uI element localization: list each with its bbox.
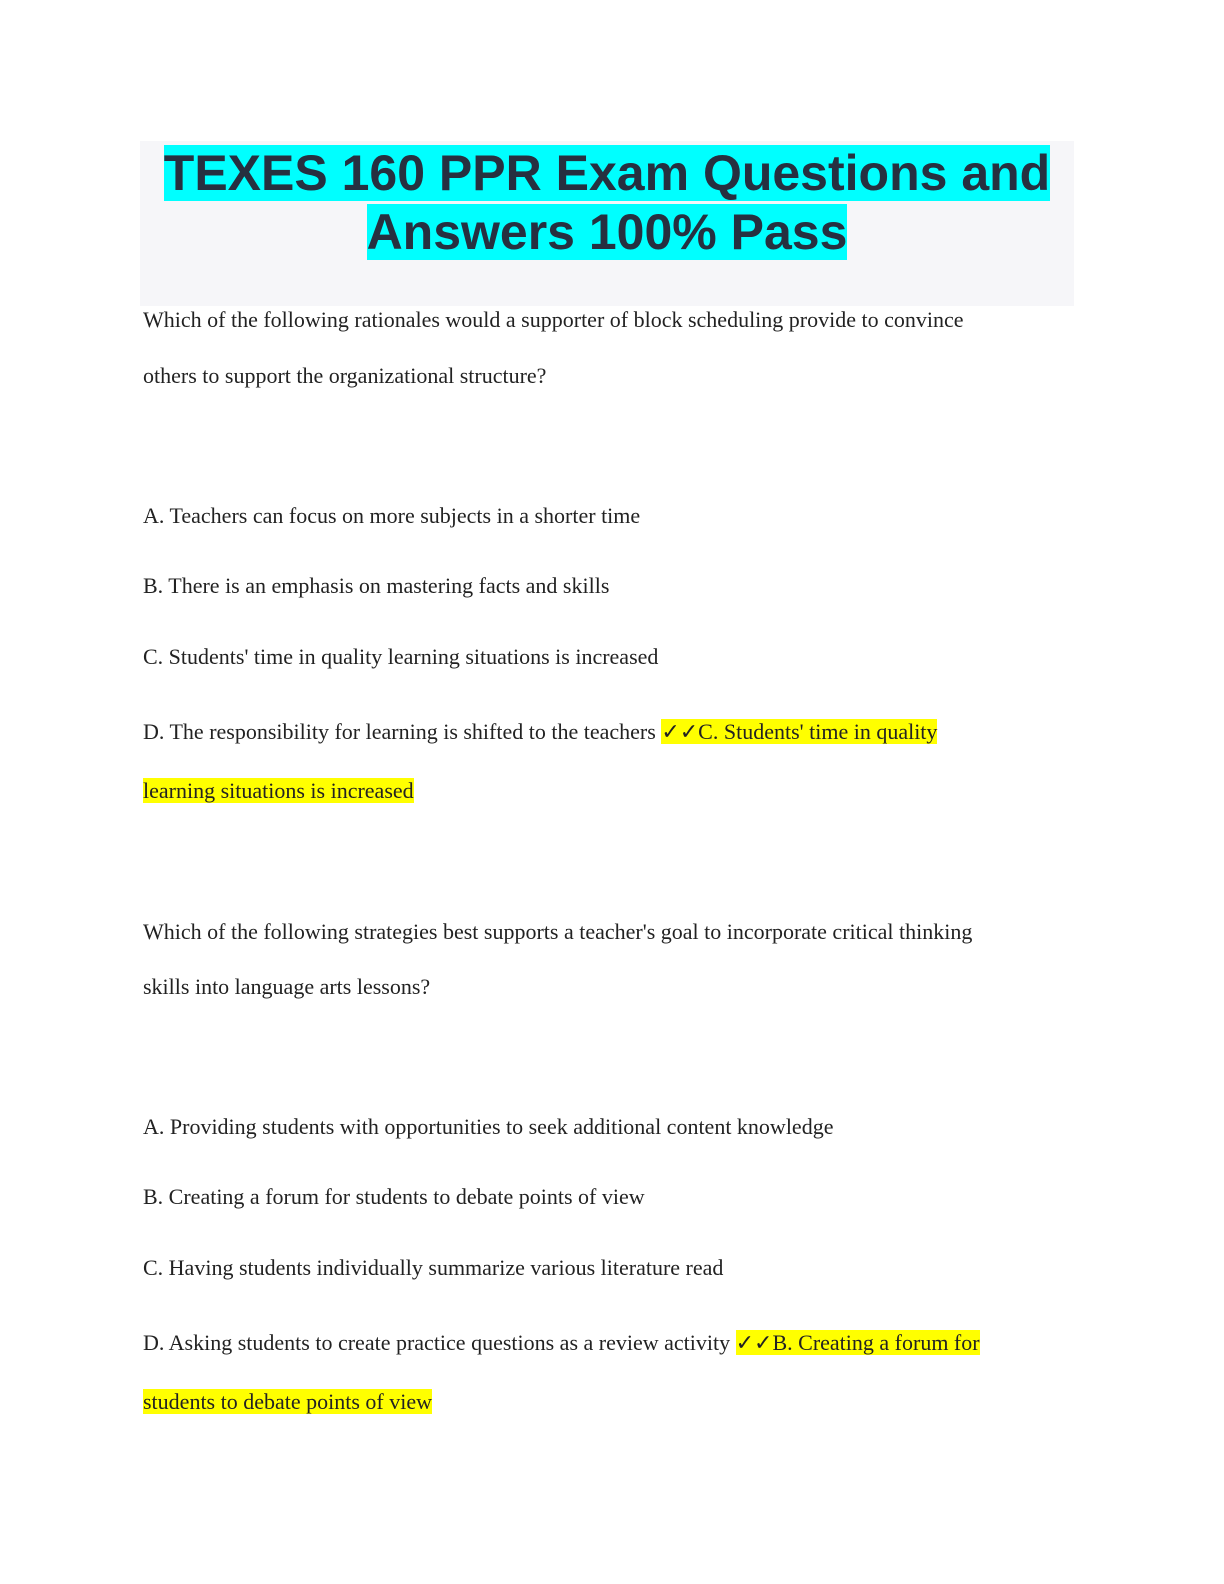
question-1-option-a: A. Teachers can focus on more subjects in a shorter time	[143, 503, 641, 528]
question-1-stem-line-1: Which of the following rationales would a supporter of block scheduling provide to convince	[143, 307, 964, 332]
question-1-option-d: D. The responsibility for learning is shifted to the teachers	[143, 719, 656, 744]
question-2-answer-line-1: ✓✓B. Creating a forum for	[735, 1330, 980, 1355]
question-1-answer-line-2-row	[143, 779, 414, 803]
question-1-answer-line-2: learning situations is increased	[143, 778, 414, 803]
question-2-option-c: C. Having students individually summarize various literature read	[143, 1255, 724, 1280]
question-1-option-b: B. There is an emphasis on mastering facts and skills	[143, 573, 610, 598]
title-line-2: Answers 100% Pass	[366, 204, 848, 260]
question-1-option-d-line	[143, 720, 937, 744]
question-2-stem-line-2: skills into language arts lessons?	[143, 974, 431, 999]
title-box	[140, 141, 1074, 306]
question-1-option-c: C. Students' time in quality learning situations is increased	[143, 644, 659, 669]
question-2-stem-line-1: Which of the following strategies best supports a teacher's goal to incorporate critical thinking	[143, 919, 973, 944]
question-2-option-d: D. Asking students to create practice questions as a review activity	[143, 1330, 731, 1355]
question-1-stem-line-2: others to support the organizational structure?	[143, 363, 547, 388]
document-title	[140, 141, 1074, 262]
question-2-option-d-line	[143, 1331, 980, 1355]
title-line-1: TEXES 160 PPR Exam Questions and	[163, 145, 1051, 201]
question-2-answer-line-2-row	[143, 1390, 432, 1414]
question-2-option-b: B. Creating a forum for students to debate points of view	[143, 1184, 645, 1209]
question-1-answer-line-1: ✓✓C. Students' time in quality	[661, 719, 938, 744]
question-2-option-a: A. Providing students with opportunities to seek additional content knowledge	[143, 1114, 834, 1139]
question-2-answer-line-2: students to debate points of view	[143, 1389, 433, 1414]
